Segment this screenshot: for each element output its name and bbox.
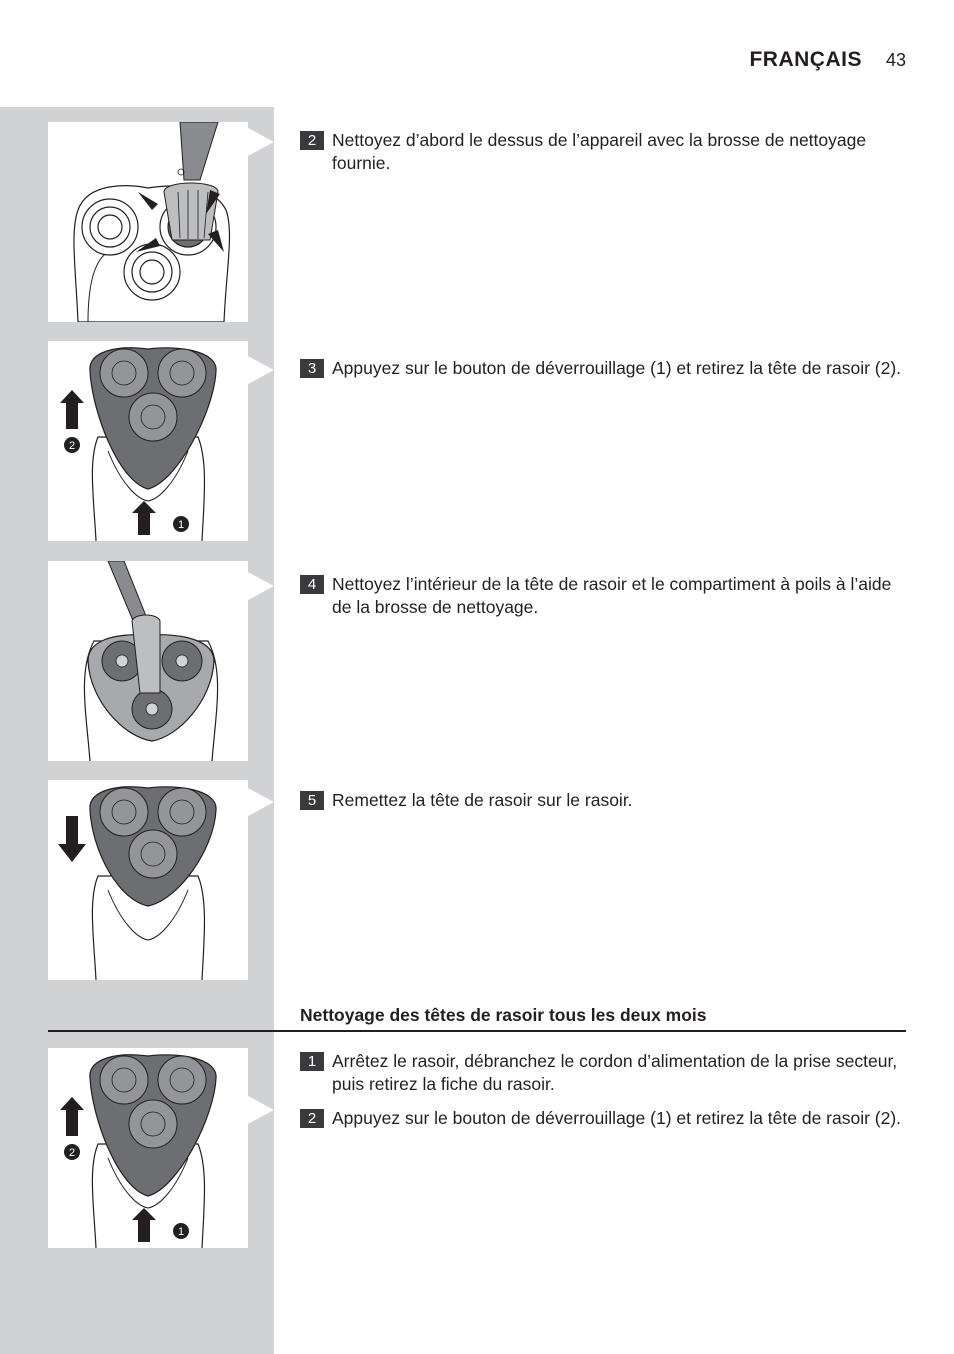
figure-remove-shaving-head [48,341,248,541]
shaver-brush-top-illustration [48,122,248,322]
figure-place-shaving-head-back [48,780,248,980]
figure-remove-shaving-head-2 [48,1048,248,1248]
step-text: Appuyez sur le bouton de déverrouillage (1) et retirez la tête de rasoir (2). [332,358,902,378]
step-text: Arrêtez le rasoir, débranchez le cordon d’alimentation de la prise secteur, puis retirez la fiche du rasoir. [332,1051,898,1094]
step-text: Appuyez sur le bouton de déverrouillage (1) et retirez la tête de rasoir (2). [332,1108,902,1128]
step-number: 3 [300,359,324,378]
step-number: 1 [300,1052,324,1071]
step-5 [300,789,910,812]
section-title: Nettoyage des têtes de rasoir tous les deux mois [300,1005,707,1025]
shaver-place-head-illustration [48,780,248,980]
shaver-brush-inside-illustration [48,561,248,761]
step-text: Nettoyez d’abord le dessus de l’appareil avec la brosse de nettoyage fournie. [332,130,867,173]
figure-pointer [248,128,274,156]
callout-2: 2 [68,1147,76,1159]
step-text: Nettoyez l’intérieur de la tête de rasoir et le compartiment à poils à l’aide de la brosse de nettoyage. [332,574,892,617]
figure-pointer [248,788,274,816]
figure-pointer [248,356,274,384]
page-number: 43 [885,50,906,70]
step-number: 4 [300,575,324,594]
step-3 [300,357,910,380]
figure-brush-cleaning-top [48,122,248,322]
step-text: Remettez la tête de rasoir sur le rasoir. [332,790,633,810]
figure-brush-cleaning-inside [48,561,248,761]
callout-1: 1 [177,1226,185,1238]
step-number: 2 [300,1109,324,1128]
section-divider [48,1030,906,1032]
step-number: 2 [300,131,324,150]
step-number: 5 [300,791,324,810]
step-4 [300,573,910,619]
page-header [749,48,906,72]
language-heading: FRANÇAIS [749,48,862,71]
callout-1: 1 [177,519,185,531]
shaver-remove-head-illustration-2 [48,1048,248,1248]
section-step-1 [300,1050,910,1096]
section-step-2 [300,1107,910,1130]
step-2 [300,129,910,175]
shaver-remove-head-illustration [48,341,248,541]
callout-2: 2 [68,440,76,452]
figure-pointer [248,572,274,600]
figure-pointer [248,1096,274,1124]
